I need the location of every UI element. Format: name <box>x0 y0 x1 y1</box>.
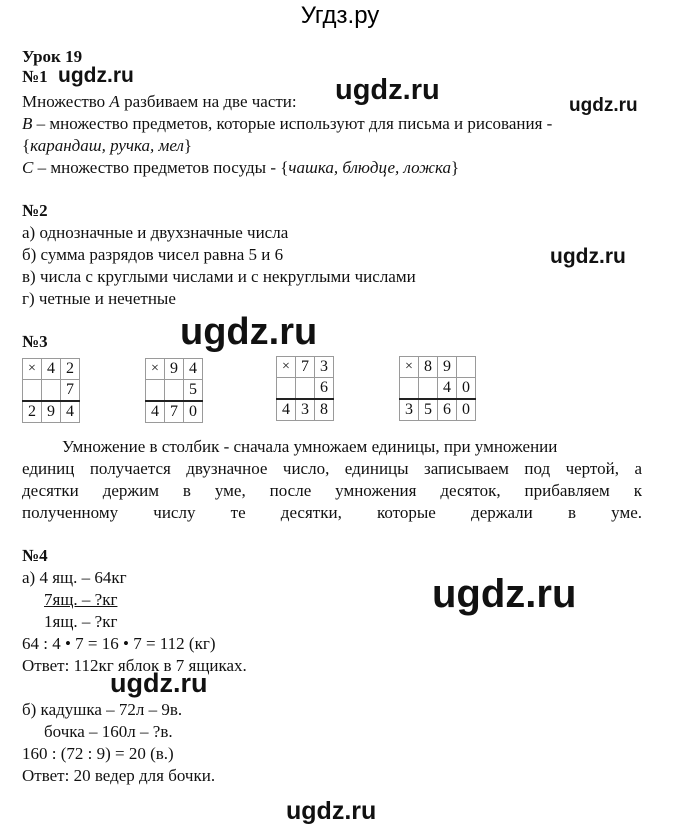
watermark: ugdz.ru <box>569 95 638 116</box>
digit: 4 <box>42 359 61 380</box>
task2-item: б) сумма разрядов чисел равна 5 и 6 <box>22 245 284 264</box>
task4b-answer: Ответ: 20 ведер для бочки. <box>22 766 216 785</box>
watermark: ugdz.ru <box>110 668 208 698</box>
watermark: ugdz.ru <box>550 245 626 268</box>
task3-number: №3 <box>22 332 48 351</box>
task1-number: №1 <box>22 67 48 86</box>
digit: 4 <box>438 378 457 400</box>
task4b-line2: бочка – 160л – ?в. <box>44 722 173 741</box>
digit: 5 <box>419 399 438 421</box>
digit: 4 <box>146 401 165 423</box>
task4-number: №4 <box>22 546 48 565</box>
digit: 2 <box>61 359 80 380</box>
task4b-line1: б) кадушка – 72л – 9в. <box>22 700 183 719</box>
multiply-sign: × <box>23 359 42 380</box>
task1-line4: С – множество предметов посуды - {чашка, блюдце, ложка} <box>22 158 460 177</box>
multiply-sign: × <box>277 357 296 378</box>
multiply-sign: × <box>400 357 419 378</box>
digit: 4 <box>61 401 80 423</box>
task4a-solution: 64 : 4 • 7 = 16 • 7 = 112 (кг) <box>22 634 216 653</box>
task3-explanation-line4: полученному числу те десятки, которые держали в уме. <box>22 503 642 522</box>
digit: 0 <box>457 399 476 421</box>
digit: 0 <box>184 401 203 423</box>
digit: 9 <box>42 401 61 423</box>
task4a-line1: а) 4 ящ. – 64кг <box>22 568 127 587</box>
watermark: ugdz.ru <box>58 64 134 87</box>
task2-item: в) числа с круглыми числами и с некруглыми числами <box>22 267 416 286</box>
digit: 4 <box>277 399 296 421</box>
digit: 3 <box>400 399 419 421</box>
task4a-line2: 7ящ. – ?кг <box>44 590 118 609</box>
site-header: Угдз.ру <box>300 2 380 29</box>
digit: 9 <box>165 359 184 380</box>
digit: 2 <box>23 401 42 423</box>
digit: 4 <box>184 359 203 380</box>
task1-line1: Множество А разбиваем на две части: <box>22 92 297 111</box>
task4a-answer: Ответ: 112кг яблок в 7 ящиках. <box>22 656 247 675</box>
digit: 8 <box>315 399 334 421</box>
task4b-solution: 160 : (72 : 9) = 20 (в.) <box>22 744 174 763</box>
digit: 6 <box>438 399 457 421</box>
task3-explanation-line2: единиц получается двузначное число, единицы записываем под чертой, а <box>22 459 642 478</box>
task1-line2: В – множество предметов, которые используют для письма и рисования - <box>22 114 553 133</box>
watermark: ugdz.ru <box>432 572 577 616</box>
task4a-line3: 1ящ. – ?кг <box>44 612 118 631</box>
digit: 7 <box>296 357 315 378</box>
digit: 3 <box>315 357 334 378</box>
digit: 0 <box>457 378 476 400</box>
task3-explanation-line3: десятки держим в уме, после умножения десяток, прибавляем к <box>22 481 642 500</box>
digit: 5 <box>184 380 203 402</box>
task1-line3: {карандаш, ручка, мел} <box>22 136 193 155</box>
digit: 8 <box>419 357 438 378</box>
digit: 6 <box>315 378 334 400</box>
watermark: ugdz.ru <box>335 74 440 106</box>
digit: 7 <box>61 380 80 402</box>
watermark: ugdz.ru <box>286 797 377 825</box>
task2-item: г) четные и нечетные <box>22 289 176 308</box>
watermark: ugdz.ru <box>180 311 318 353</box>
multiplication-column-4 <box>399 356 476 421</box>
digit: 9 <box>438 357 457 378</box>
digit: 7 <box>165 401 184 423</box>
task2-item: а) однозначные и двухзначные числа <box>22 223 289 242</box>
multiplication-column-1 <box>22 358 80 423</box>
multiplication-column-3 <box>276 356 334 421</box>
lesson-title: Урок 19 <box>22 47 83 66</box>
multiply-sign: × <box>146 359 165 380</box>
digit: 3 <box>296 399 315 421</box>
task3-explanation-line1: Умножение в столбик - сначала умножаем единицы, при умножении <box>62 437 558 456</box>
task2-number: №2 <box>22 201 48 220</box>
multiplication-column-2 <box>145 358 203 423</box>
